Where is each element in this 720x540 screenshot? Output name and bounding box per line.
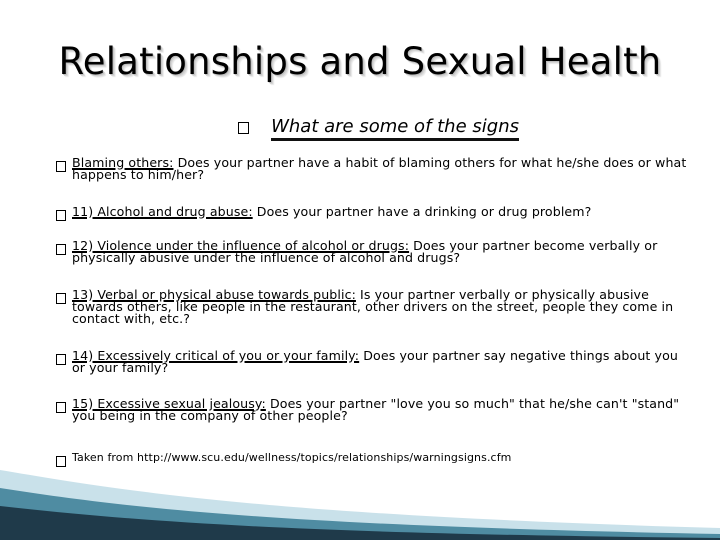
- item-label: 12) Violence under the influence of alcohol or drugs:: [72, 238, 410, 253]
- checkbox-bullet-icon: [238, 122, 249, 134]
- subheading: [238, 116, 519, 137]
- checkbox-bullet-icon: [56, 161, 66, 172]
- subheading-text: What are some of the signs: [271, 116, 519, 141]
- checkbox-bullet-icon: [56, 210, 66, 221]
- checkbox-bullet-icon: [56, 293, 66, 304]
- source-citation: Taken from http://www.scu.edu/wellness/topics/relationships/warningsigns.cfm: [72, 451, 512, 464]
- item-label: 15) Excessive sexual jealousy:: [72, 396, 266, 411]
- slide-title: Relationships and Sexual Health: [58, 40, 662, 83]
- item-text: Does your partner have a habit of blaming others for what he/she does or what happens to him/her?: [72, 155, 687, 182]
- item-text: Does your partner have a drinking or drug problem?: [252, 204, 592, 219]
- checkbox-bullet-icon: [56, 354, 66, 365]
- item-text: Does your partner become verbally or physically abusive under the influence of alcohol and drugs?: [72, 238, 658, 265]
- checkbox-bullet-icon: [56, 244, 66, 255]
- item-label: 11) Alcohol and drug abuse:: [72, 204, 253, 219]
- item-text: Does your partner say negative things about you or your family?: [72, 348, 678, 375]
- checkbox-bullet-icon: [56, 402, 66, 413]
- footer-decoration: [0, 460, 720, 540]
- item-label: 14) Excessively critical of you or your family:: [72, 348, 360, 363]
- item-label: Blaming others:: [72, 155, 174, 170]
- item-text: Does your partner "love you so much" that he/she can't "stand" you being in the company of other people?: [72, 396, 680, 423]
- item-text: Is your partner verbally or physically abusive towards others, like people in the restaurant, other drivers on the street, people they come in contact with, etc.?: [72, 287, 674, 326]
- item-label: 13) Verbal or physical abuse towards public:: [72, 287, 356, 302]
